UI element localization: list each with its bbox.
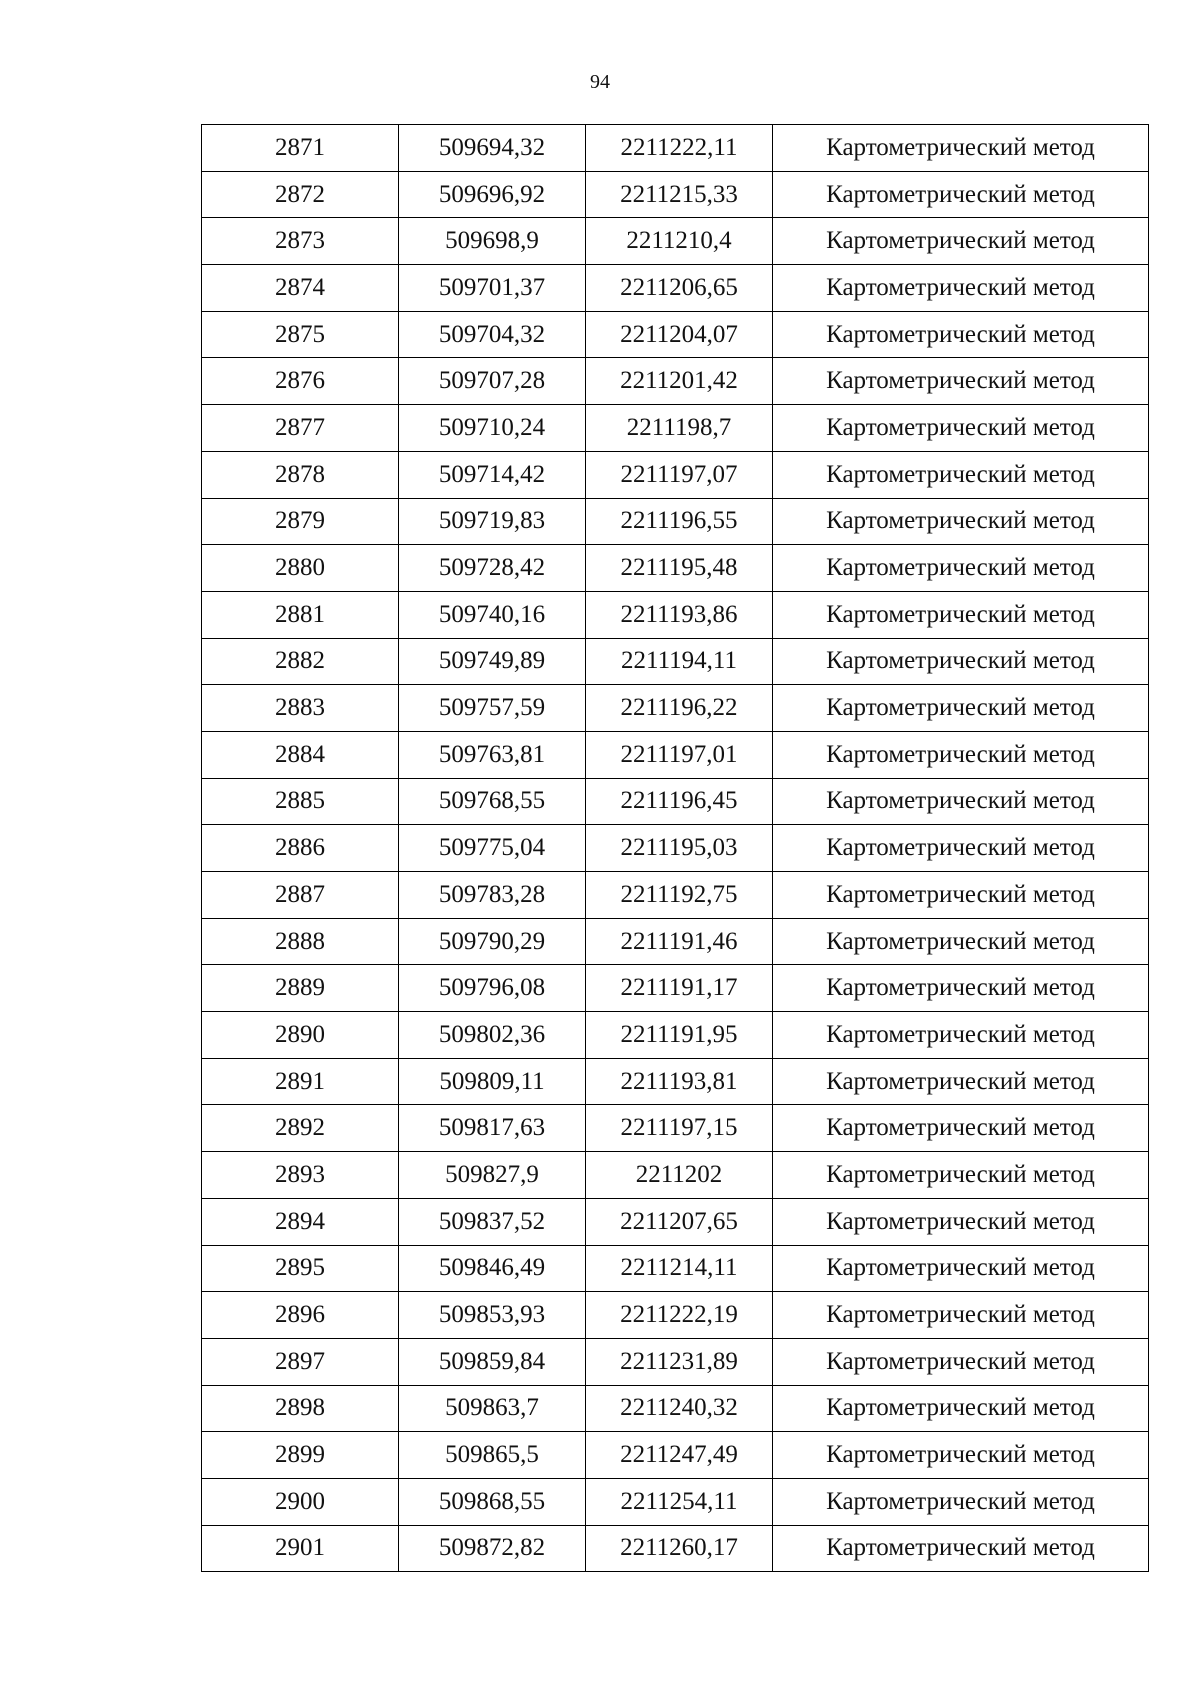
- table-row: [202, 1152, 1149, 1199]
- x-coordinate-cell: 509775,04: [399, 825, 586, 872]
- method-cell: Картометрический метод: [773, 731, 1149, 778]
- x-coordinate-cell: 509719,83: [399, 498, 586, 545]
- y-coordinate-cell: 2211196,55: [586, 498, 773, 545]
- method-cell: Картометрический метод: [773, 872, 1149, 919]
- table-row: [202, 1105, 1149, 1152]
- point-number-cell: 2898: [202, 1385, 399, 1432]
- x-coordinate-cell: 509872,82: [399, 1525, 586, 1572]
- y-coordinate-cell: 2211206,65: [586, 265, 773, 312]
- y-coordinate-cell: 2211195,03: [586, 825, 773, 872]
- x-coordinate-cell: 509865,5: [399, 1432, 586, 1479]
- y-coordinate-cell: 2211194,11: [586, 638, 773, 685]
- table-row: [202, 125, 1149, 172]
- x-coordinate-cell: 509817,63: [399, 1105, 586, 1152]
- y-coordinate-cell: 2211231,89: [586, 1338, 773, 1385]
- x-coordinate-cell: 509707,28: [399, 358, 586, 405]
- method-cell: Картометрический метод: [773, 218, 1149, 265]
- method-cell: Картометрический метод: [773, 1432, 1149, 1479]
- method-cell: Картометрический метод: [773, 545, 1149, 592]
- point-number-cell: 2890: [202, 1012, 399, 1059]
- y-coordinate-cell: 2211201,42: [586, 358, 773, 405]
- x-coordinate-cell: 509868,55: [399, 1478, 586, 1525]
- point-number-cell: 2894: [202, 1198, 399, 1245]
- table-row: [202, 685, 1149, 732]
- y-coordinate-cell: 2211193,81: [586, 1058, 773, 1105]
- point-number-cell: 2881: [202, 591, 399, 638]
- table-row: [202, 1058, 1149, 1105]
- x-coordinate-cell: 509790,29: [399, 918, 586, 965]
- point-number-cell: 2886: [202, 825, 399, 872]
- table-row: [202, 171, 1149, 218]
- table-row: [202, 918, 1149, 965]
- method-cell: Картометрический метод: [773, 1292, 1149, 1339]
- point-number-cell: 2872: [202, 171, 399, 218]
- y-coordinate-cell: 2211195,48: [586, 545, 773, 592]
- table-row: [202, 265, 1149, 312]
- y-coordinate-cell: 2211222,19: [586, 1292, 773, 1339]
- method-cell: Картометрический метод: [773, 171, 1149, 218]
- table-row: [202, 1012, 1149, 1059]
- point-number-cell: 2875: [202, 311, 399, 358]
- point-number-cell: 2900: [202, 1478, 399, 1525]
- method-cell: Картометрический метод: [773, 1245, 1149, 1292]
- point-number-cell: 2879: [202, 498, 399, 545]
- y-coordinate-cell: 2211197,15: [586, 1105, 773, 1152]
- point-number-cell: 2892: [202, 1105, 399, 1152]
- table-row: [202, 1432, 1149, 1479]
- x-coordinate-cell: 509714,42: [399, 451, 586, 498]
- method-cell: Картометрический метод: [773, 358, 1149, 405]
- y-coordinate-cell: 2211207,65: [586, 1198, 773, 1245]
- point-number-cell: 2897: [202, 1338, 399, 1385]
- y-coordinate-cell: 2211247,49: [586, 1432, 773, 1479]
- method-cell: Картометрический метод: [773, 451, 1149, 498]
- method-cell: Картометрический метод: [773, 965, 1149, 1012]
- point-number-cell: 2901: [202, 1525, 399, 1572]
- method-cell: Картометрический метод: [773, 778, 1149, 825]
- x-coordinate-cell: 509757,59: [399, 685, 586, 732]
- table-row: [202, 1478, 1149, 1525]
- y-coordinate-cell: 2211254,11: [586, 1478, 773, 1525]
- table-row: [202, 1385, 1149, 1432]
- method-cell: Картометрический метод: [773, 311, 1149, 358]
- point-number-cell: 2893: [202, 1152, 399, 1199]
- y-coordinate-cell: 2211222,11: [586, 125, 773, 172]
- table-row: [202, 218, 1149, 265]
- x-coordinate-cell: 509809,11: [399, 1058, 586, 1105]
- method-cell: Картометрический метод: [773, 1525, 1149, 1572]
- y-coordinate-cell: 2211196,45: [586, 778, 773, 825]
- table-row: [202, 1245, 1149, 1292]
- table-row: [202, 591, 1149, 638]
- point-number-cell: 2876: [202, 358, 399, 405]
- y-coordinate-cell: 2211193,86: [586, 591, 773, 638]
- table-row: [202, 1525, 1149, 1572]
- y-coordinate-cell: 2211197,07: [586, 451, 773, 498]
- point-number-cell: 2888: [202, 918, 399, 965]
- method-cell: Картометрический метод: [773, 825, 1149, 872]
- y-coordinate-cell: 2211204,07: [586, 311, 773, 358]
- table-row: [202, 825, 1149, 872]
- point-number-cell: 2880: [202, 545, 399, 592]
- method-cell: Картометрический метод: [773, 1152, 1149, 1199]
- table-row: [202, 311, 1149, 358]
- x-coordinate-cell: 509859,84: [399, 1338, 586, 1385]
- y-coordinate-cell: 2211215,33: [586, 171, 773, 218]
- table-row: [202, 1198, 1149, 1245]
- x-coordinate-cell: 509827,9: [399, 1152, 586, 1199]
- x-coordinate-cell: 509710,24: [399, 405, 586, 452]
- point-number-cell: 2883: [202, 685, 399, 732]
- y-coordinate-cell: 2211198,7: [586, 405, 773, 452]
- x-coordinate-cell: 509740,16: [399, 591, 586, 638]
- table-row: [202, 731, 1149, 778]
- point-number-cell: 2896: [202, 1292, 399, 1339]
- table-row: [202, 965, 1149, 1012]
- point-number-cell: 2874: [202, 265, 399, 312]
- method-cell: Картометрический метод: [773, 1105, 1149, 1152]
- method-cell: Картометрический метод: [773, 685, 1149, 732]
- point-number-cell: 2891: [202, 1058, 399, 1105]
- table-row: [202, 1338, 1149, 1385]
- point-number-cell: 2899: [202, 1432, 399, 1479]
- x-coordinate-cell: 509783,28: [399, 872, 586, 919]
- y-coordinate-cell: 2211240,32: [586, 1385, 773, 1432]
- page-number: 94: [590, 71, 610, 93]
- method-cell: Картометрический метод: [773, 1385, 1149, 1432]
- point-number-cell: 2884: [202, 731, 399, 778]
- table-row: [202, 358, 1149, 405]
- method-cell: Картометрический метод: [773, 638, 1149, 685]
- point-number-cell: 2882: [202, 638, 399, 685]
- x-coordinate-cell: 509698,9: [399, 218, 586, 265]
- method-cell: Картометрический метод: [773, 1012, 1149, 1059]
- x-coordinate-cell: 509728,42: [399, 545, 586, 592]
- y-coordinate-cell: 2211191,46: [586, 918, 773, 965]
- method-cell: Картометрический метод: [773, 1198, 1149, 1245]
- method-cell: Картометрический метод: [773, 405, 1149, 452]
- method-cell: Картометрический метод: [773, 1478, 1149, 1525]
- method-cell: Картометрический метод: [773, 591, 1149, 638]
- x-coordinate-cell: 509863,7: [399, 1385, 586, 1432]
- y-coordinate-cell: 2211191,95: [586, 1012, 773, 1059]
- method-cell: Картометрический метод: [773, 1058, 1149, 1105]
- y-coordinate-cell: 2211196,22: [586, 685, 773, 732]
- method-cell: Картометрический метод: [773, 125, 1149, 172]
- table-row: [202, 405, 1149, 452]
- table-row: [202, 872, 1149, 919]
- x-coordinate-cell: 509846,49: [399, 1245, 586, 1292]
- method-cell: Картометрический метод: [773, 1338, 1149, 1385]
- y-coordinate-cell: 2211260,17: [586, 1525, 773, 1572]
- x-coordinate-cell: 509704,32: [399, 311, 586, 358]
- method-cell: Картометрический метод: [773, 498, 1149, 545]
- y-coordinate-cell: 2211197,01: [586, 731, 773, 778]
- point-number-cell: 2871: [202, 125, 399, 172]
- x-coordinate-cell: 509694,32: [399, 125, 586, 172]
- x-coordinate-cell: 509796,08: [399, 965, 586, 1012]
- point-number-cell: 2877: [202, 405, 399, 452]
- x-coordinate-cell: 509763,81: [399, 731, 586, 778]
- x-coordinate-cell: 509749,89: [399, 638, 586, 685]
- method-cell: Картометрический метод: [773, 265, 1149, 312]
- table-row: [202, 638, 1149, 685]
- point-number-cell: 2873: [202, 218, 399, 265]
- table-row: [202, 545, 1149, 592]
- x-coordinate-cell: 509701,37: [399, 265, 586, 312]
- point-number-cell: 2887: [202, 872, 399, 919]
- coordinates-table: [201, 124, 1149, 1572]
- y-coordinate-cell: 2211210,4: [586, 218, 773, 265]
- point-number-cell: 2885: [202, 778, 399, 825]
- y-coordinate-cell: 2211202: [586, 1152, 773, 1199]
- point-number-cell: 2895: [202, 1245, 399, 1292]
- x-coordinate-cell: 509837,52: [399, 1198, 586, 1245]
- x-coordinate-cell: 509853,93: [399, 1292, 586, 1339]
- y-coordinate-cell: 2211214,11: [586, 1245, 773, 1292]
- method-cell: Картометрический метод: [773, 918, 1149, 965]
- point-number-cell: 2878: [202, 451, 399, 498]
- y-coordinate-cell: 2211191,17: [586, 965, 773, 1012]
- table-body: [202, 125, 1149, 1572]
- table-row: [202, 451, 1149, 498]
- table-row: [202, 778, 1149, 825]
- x-coordinate-cell: 509802,36: [399, 1012, 586, 1059]
- y-coordinate-cell: 2211192,75: [586, 872, 773, 919]
- point-number-cell: 2889: [202, 965, 399, 1012]
- table-row: [202, 498, 1149, 545]
- x-coordinate-cell: 509696,92: [399, 171, 586, 218]
- x-coordinate-cell: 509768,55: [399, 778, 586, 825]
- table-row: [202, 1292, 1149, 1339]
